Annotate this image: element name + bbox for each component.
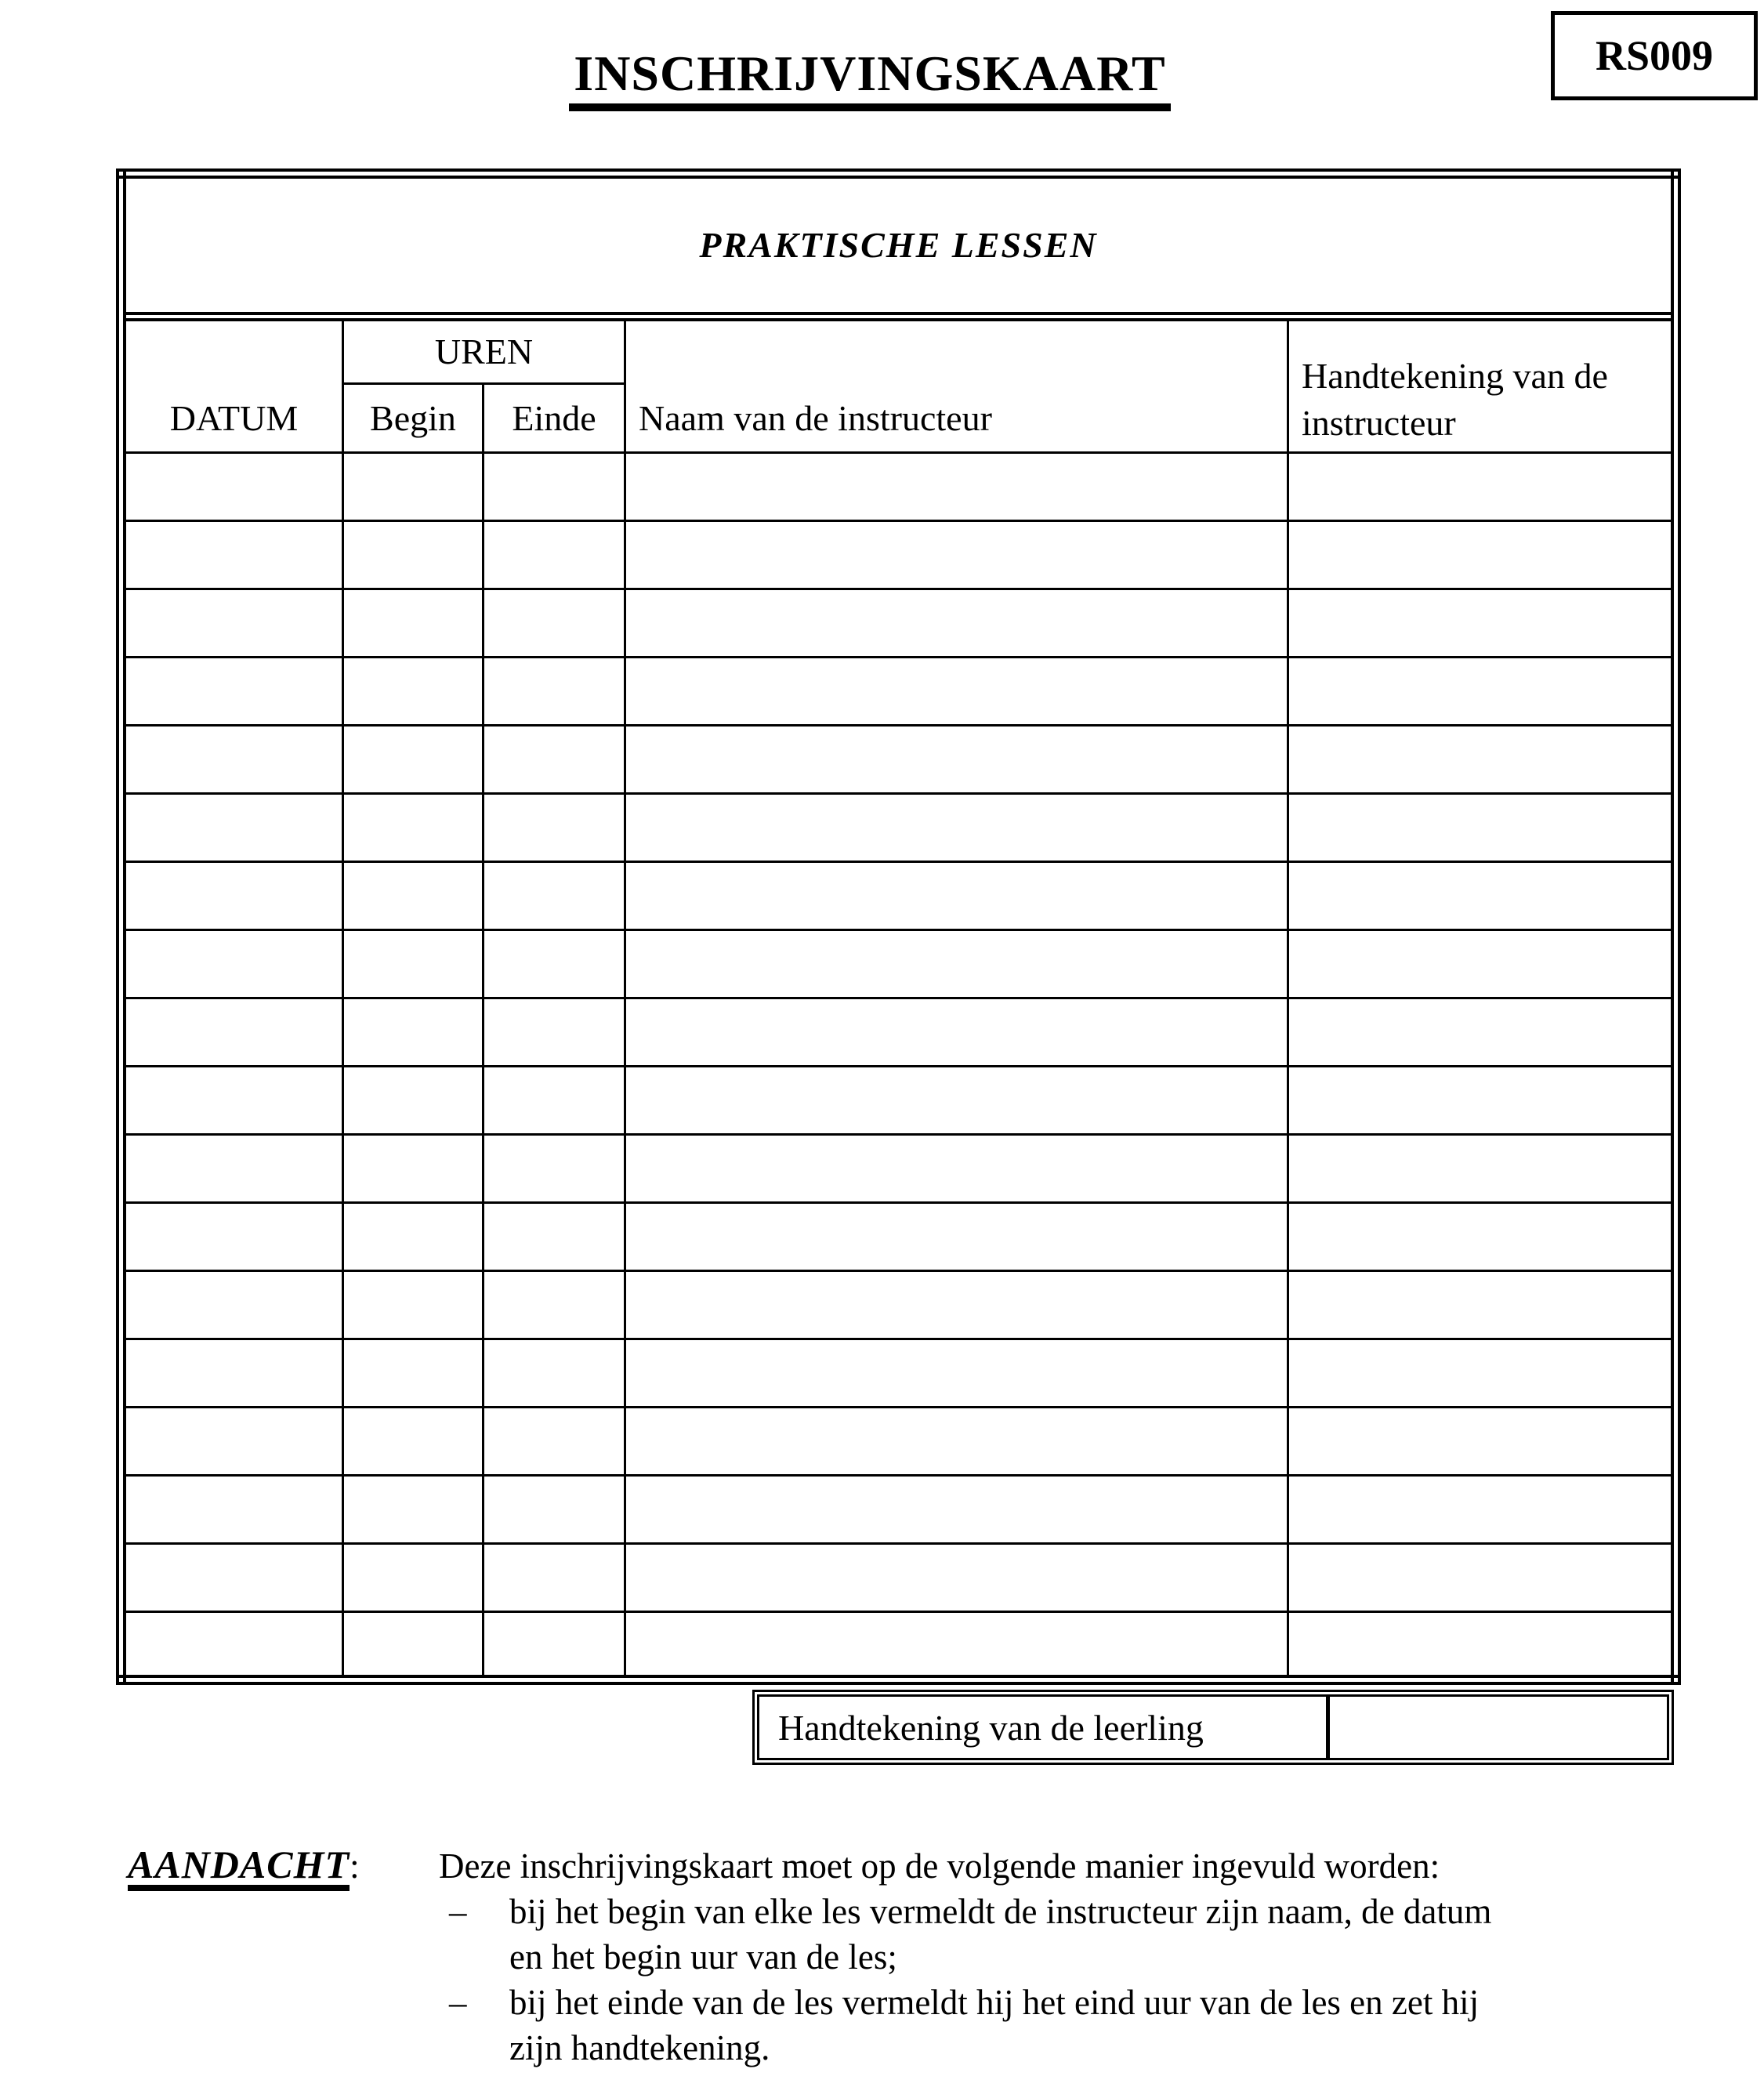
col-header-uren: UREN <box>343 317 625 384</box>
empty-cell <box>625 658 1288 726</box>
empty-cell <box>484 521 625 589</box>
empty-cell <box>484 1476 625 1544</box>
empty-cell <box>484 1544 625 1612</box>
empty-cell <box>625 1544 1288 1612</box>
empty-cell <box>343 1271 484 1339</box>
attention-content-column <box>439 1843 1726 2071</box>
empty-cell <box>484 1067 625 1135</box>
empty-cell <box>484 453 625 521</box>
empty-cell <box>343 1339 484 1408</box>
empty-cell <box>343 862 484 930</box>
empty-cell <box>121 658 343 726</box>
empty-cell <box>1288 1067 1676 1135</box>
empty-cell <box>1288 453 1676 521</box>
empty-cell <box>121 862 343 930</box>
empty-cell <box>1288 1203 1676 1271</box>
empty-cell <box>343 589 484 658</box>
bullet-1-text <box>509 1889 1491 1980</box>
empty-lesson-row <box>121 1476 1676 1544</box>
empty-cell <box>484 589 625 658</box>
empty-cell <box>343 521 484 589</box>
empty-cell <box>121 589 343 658</box>
empty-cell <box>484 1408 625 1476</box>
empty-cell <box>343 1408 484 1476</box>
col-header-begin: Begin <box>343 384 484 453</box>
empty-cell <box>625 1067 1288 1135</box>
empty-cell <box>1288 862 1676 930</box>
empty-cell <box>625 862 1288 930</box>
empty-cell <box>121 453 343 521</box>
student-signature-strip <box>752 1690 1674 1765</box>
empty-cell <box>121 1544 343 1612</box>
empty-cell <box>625 589 1288 658</box>
student-signature-field <box>1330 1697 1667 1758</box>
empty-cell <box>343 930 484 998</box>
empty-cell <box>625 998 1288 1067</box>
empty-cell <box>343 658 484 726</box>
attention-intro-text: Deze inschrijvingskaart moet op de volgende manier ingevuld worden: <box>439 1846 1440 1886</box>
empty-cell <box>343 998 484 1067</box>
empty-lesson-row <box>121 1408 1676 1476</box>
empty-cell <box>121 1135 343 1203</box>
col-header-einde: Einde <box>484 384 625 453</box>
empty-cell <box>625 453 1288 521</box>
empty-cell <box>484 794 625 862</box>
empty-cell <box>1288 930 1676 998</box>
empty-cell <box>121 726 343 794</box>
empty-cell <box>625 794 1288 862</box>
empty-cell <box>121 794 343 862</box>
student-signature-label: Handtekening van de leerling <box>759 1697 1330 1758</box>
empty-lesson-row <box>121 1612 1676 1680</box>
empty-lesson-row <box>121 589 1676 658</box>
empty-cell <box>1288 1271 1676 1339</box>
empty-cell <box>484 1271 625 1339</box>
empty-cell <box>1288 998 1676 1067</box>
empty-cell <box>625 1476 1288 1544</box>
table-title-row <box>121 174 1676 317</box>
empty-cell <box>625 1612 1288 1680</box>
empty-cell <box>121 1203 343 1271</box>
empty-cell <box>121 1476 343 1544</box>
empty-lesson-row <box>121 930 1676 998</box>
empty-cell <box>121 1612 343 1680</box>
empty-cell <box>343 453 484 521</box>
empty-lesson-row <box>121 453 1676 521</box>
empty-cell <box>121 1408 343 1476</box>
empty-cell <box>121 521 343 589</box>
empty-cell <box>625 1203 1288 1271</box>
empty-lesson-row <box>121 862 1676 930</box>
empty-cell <box>484 1612 625 1680</box>
empty-cell <box>484 1339 625 1408</box>
bullet-2-line-2: zijn handtekening. <box>509 2028 770 2067</box>
col-header-datum: DATUM <box>121 317 343 453</box>
empty-lesson-row <box>121 794 1676 862</box>
empty-cell <box>1288 1612 1676 1680</box>
lessons-table-body <box>121 453 1676 1680</box>
empty-lesson-row <box>121 998 1676 1067</box>
bullet-1-line-1: bij het begin van elke les vermeldt de instructeur zijn naam, de datum <box>509 1892 1492 1931</box>
empty-cell <box>343 794 484 862</box>
empty-cell <box>1288 1544 1676 1612</box>
page-title: INSCHRIJVINGSKAART <box>569 47 1170 111</box>
empty-cell <box>121 1339 343 1408</box>
empty-lesson-row <box>121 1203 1676 1271</box>
empty-cell <box>625 521 1288 589</box>
empty-cell <box>343 1612 484 1680</box>
empty-cell <box>121 930 343 998</box>
attention-note <box>128 1843 1726 2071</box>
empty-cell <box>625 1339 1288 1408</box>
bullet-2-text <box>509 1980 1479 2071</box>
empty-cell <box>484 930 625 998</box>
empty-cell <box>484 658 625 726</box>
bullet-2-line-1: bij het einde van de les vermeldt hij het eind uur van de les en zet hij <box>509 1983 1480 2022</box>
empty-cell <box>343 1067 484 1135</box>
lessons-table-head <box>121 174 1676 453</box>
attention-bullet-2 <box>439 1980 1726 2071</box>
empty-cell <box>343 1476 484 1544</box>
empty-cell <box>343 726 484 794</box>
empty-cell <box>1288 794 1676 862</box>
empty-lesson-row <box>121 658 1676 726</box>
attention-bullet-1 <box>439 1889 1726 1980</box>
lessons-section <box>116 168 1671 1765</box>
empty-cell <box>625 930 1288 998</box>
empty-cell <box>121 1067 343 1135</box>
empty-cell <box>1288 1476 1676 1544</box>
attention-label-column <box>128 1843 439 2071</box>
empty-lesson-row <box>121 521 1676 589</box>
empty-cell <box>625 726 1288 794</box>
empty-cell <box>625 1135 1288 1203</box>
empty-cell <box>343 1135 484 1203</box>
lessons-table <box>116 168 1681 1685</box>
empty-cell <box>1288 521 1676 589</box>
attention-label-colon: : <box>350 1846 360 1886</box>
empty-cell <box>484 1135 625 1203</box>
empty-lesson-row <box>121 726 1676 794</box>
empty-cell <box>1288 1408 1676 1476</box>
empty-cell <box>1288 726 1676 794</box>
empty-cell <box>484 1203 625 1271</box>
empty-lesson-row <box>121 1544 1676 1612</box>
empty-lesson-row <box>121 1339 1676 1408</box>
bullet-dash-icon: – <box>449 1983 467 2022</box>
bullet-1-line-2: en het begin uur van de les; <box>509 1937 897 1977</box>
bullet-dash-icon: – <box>449 1892 467 1931</box>
empty-cell <box>121 1271 343 1339</box>
col-header-naam: Naam van de instructeur <box>625 317 1288 453</box>
form-code-text: RS009 <box>1595 32 1714 79</box>
empty-cell <box>1288 1135 1676 1203</box>
empty-cell <box>121 998 343 1067</box>
empty-cell <box>625 1408 1288 1476</box>
empty-cell <box>343 1544 484 1612</box>
empty-cell <box>625 1271 1288 1339</box>
empty-cell <box>1288 658 1676 726</box>
document-title-row <box>0 47 1740 111</box>
empty-cell <box>484 998 625 1067</box>
empty-cell <box>343 1203 484 1271</box>
empty-cell <box>1288 589 1676 658</box>
table-title: PRAKTISCHE LESSEN <box>121 174 1676 317</box>
empty-lesson-row <box>121 1271 1676 1339</box>
header-row-top <box>121 317 1676 384</box>
empty-cell <box>484 862 625 930</box>
empty-lesson-row <box>121 1135 1676 1203</box>
empty-lesson-row <box>121 1067 1676 1135</box>
col-header-handtekening-instructeur: Handtekening van de instructeur <box>1288 317 1676 453</box>
empty-cell <box>484 726 625 794</box>
form-code-badge <box>1551 11 1758 100</box>
attention-label: AANDACHT <box>128 1846 350 1891</box>
empty-cell <box>1288 1339 1676 1408</box>
